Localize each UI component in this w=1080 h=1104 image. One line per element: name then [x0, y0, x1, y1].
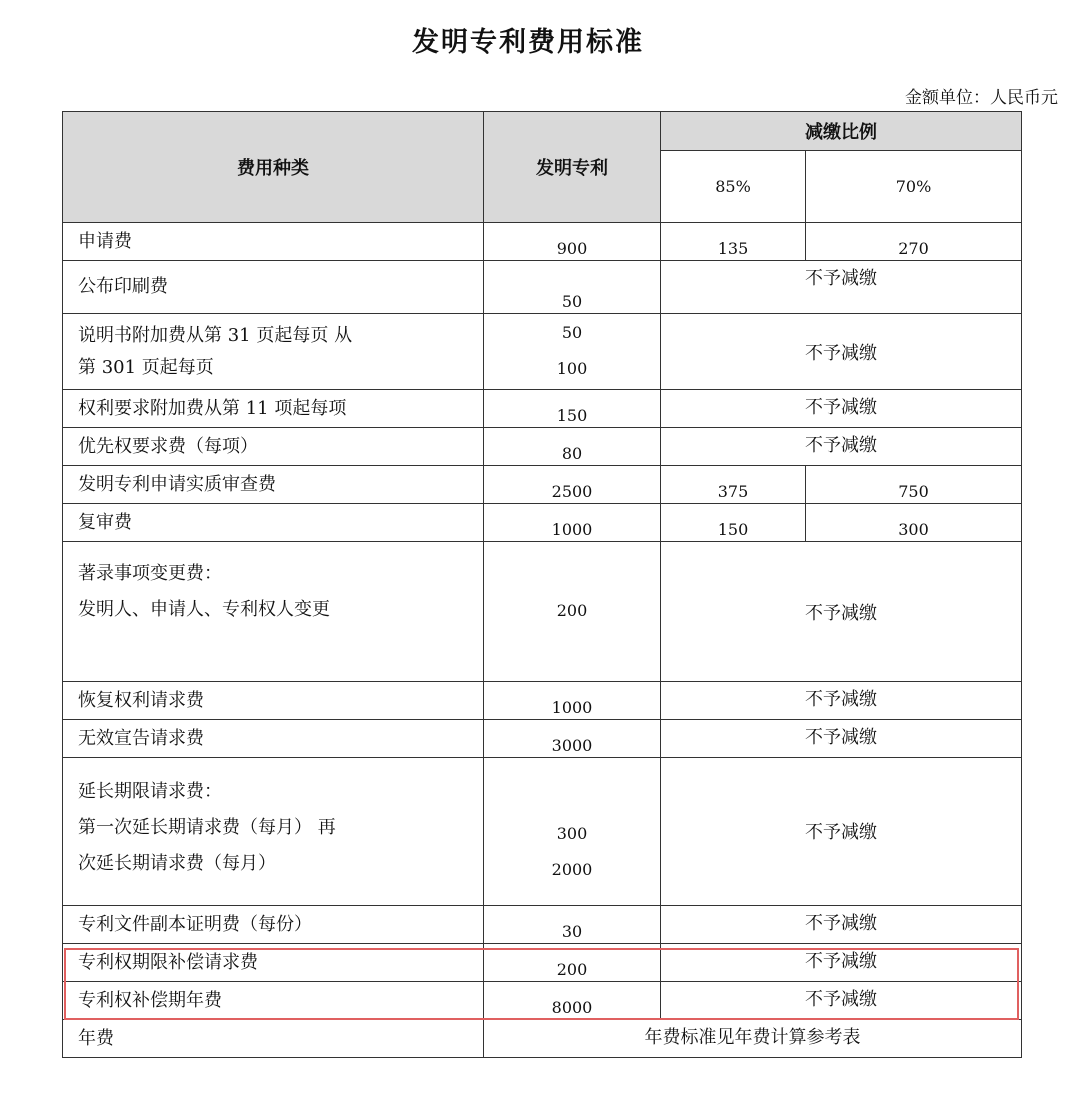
table-row: [63, 466, 1022, 504]
fee-amount: 200: [484, 542, 661, 682]
fee-name: 专利权补偿期年费: [63, 982, 484, 1020]
fee-no-reduction: 不予减缴: [661, 758, 1022, 906]
fee-name-multi: [63, 314, 484, 390]
header-reduction-ratio: 减缴比例: [661, 112, 1022, 151]
fee-name: 年费: [63, 1020, 484, 1058]
table-row: [63, 944, 1022, 982]
fee-no-reduction: 不予减缴: [661, 720, 1022, 758]
table-row: [63, 390, 1022, 428]
fee-no-reduction: 不予减缴: [661, 542, 1022, 682]
fee-70: 270: [806, 223, 1022, 261]
table-row: [63, 1020, 1022, 1058]
table-row: [63, 314, 1022, 390]
fee-name: 复审费: [63, 504, 484, 542]
fee-amount: 8000: [484, 982, 661, 1020]
fee-no-reduction: 不予减缴: [661, 314, 1022, 390]
fee-amount-multi: [484, 314, 661, 390]
fee-no-reduction: 不予减缴: [661, 944, 1022, 982]
table-row: [63, 261, 1022, 314]
fee-amount-multi: [484, 758, 661, 906]
fee-amount: 2500: [484, 466, 661, 504]
fee-amount: 900: [484, 223, 661, 261]
fee-no-reduction: 不予减缴: [661, 906, 1022, 944]
fee-amount-line: 100: [556, 359, 588, 378]
header-invention-patent: 发明专利: [484, 112, 661, 223]
fee-name: 专利权期限补偿请求费: [63, 944, 484, 982]
fee-70: 750: [806, 466, 1022, 504]
annual-fee-note: 年费标准见年费计算参考表: [484, 1020, 1022, 1058]
table-row: [63, 682, 1022, 720]
fee-name-line: 发明人、申请人、专利权人变更: [78, 599, 330, 620]
fee-name-line: 第 301 页起每页: [78, 356, 214, 378]
fee-no-reduction: 不予减缴: [661, 261, 1022, 314]
fee-name-line: 第一次延长期请求费（每月） 再: [78, 817, 336, 838]
table-row: [63, 223, 1022, 261]
table-row: [63, 982, 1022, 1020]
table-row: [63, 504, 1022, 542]
fee-amount-line: 50: [561, 323, 583, 342]
fee-amount: 50: [484, 261, 661, 314]
fee-name: 申请费: [63, 223, 484, 261]
fee-name-line: 次延长期请求费（每月）: [78, 853, 276, 874]
fee-name: 权利要求附加费从第 11 项起每项: [63, 390, 484, 428]
table-row: [63, 720, 1022, 758]
fee-amount: 150: [484, 390, 661, 428]
fee-name-line: 著录事项变更费：: [78, 563, 222, 584]
currency-unit-label: 金额单位：人民币元: [905, 88, 1058, 108]
fee-amount: 1000: [484, 504, 661, 542]
fee-70: 300: [806, 504, 1022, 542]
fee-name: 恢复权利请求费: [63, 682, 484, 720]
fee-name-line: 说明书附加费从第 31 页起每页 从: [78, 324, 353, 346]
fee-no-reduction: 不予减缴: [661, 982, 1022, 1020]
fee-name: 发明专利申请实质审查费: [63, 466, 484, 504]
header-ratio-85: 85%: [661, 151, 806, 223]
fee-85: 375: [661, 466, 806, 504]
table-row: [63, 906, 1022, 944]
fee-amount-line: 300: [556, 824, 588, 843]
header-fee-type: 费用种类: [63, 112, 484, 223]
table-row: [63, 758, 1022, 906]
fee-name-multi: [63, 542, 484, 682]
fee-85: 135: [661, 223, 806, 261]
page-title: 发明专利费用标准: [412, 27, 644, 58]
fee-amount-line: 2000: [551, 860, 593, 879]
fee-table: [62, 111, 1022, 1058]
fee-name: 专利文件副本证明费（每份）: [63, 906, 484, 944]
fee-name: 无效宣告请求费: [63, 720, 484, 758]
fee-name: 优先权要求费（每项）: [63, 428, 484, 466]
table-row: [63, 428, 1022, 466]
table-row: [63, 542, 1022, 682]
fee-name-line: 延长期限请求费：: [78, 781, 222, 802]
fee-name: 公布印刷费: [63, 261, 484, 314]
fee-amount: 80: [484, 428, 661, 466]
fee-name-multi: [63, 758, 484, 906]
fee-amount: 30: [484, 906, 661, 944]
fee-no-reduction: 不予减缴: [661, 682, 1022, 720]
fee-85: 150: [661, 504, 806, 542]
fee-no-reduction: 不予减缴: [661, 390, 1022, 428]
fee-amount: 200: [484, 944, 661, 982]
fee-amount: 1000: [484, 682, 661, 720]
fee-no-reduction: 不予减缴: [661, 428, 1022, 466]
header-ratio-70: 70%: [806, 151, 1022, 223]
fee-amount: 3000: [484, 720, 661, 758]
